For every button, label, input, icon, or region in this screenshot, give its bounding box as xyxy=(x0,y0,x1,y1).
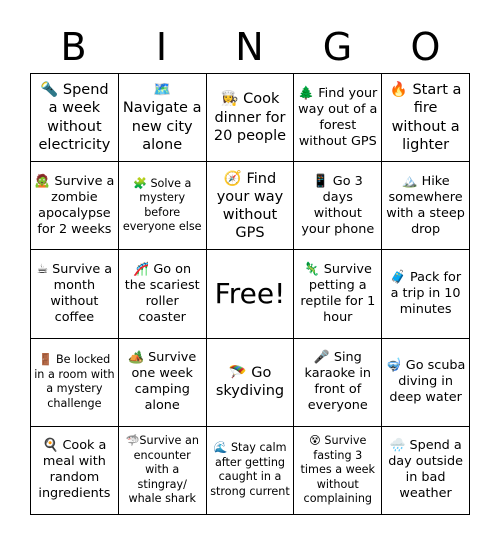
bingo-cell-12[interactable] xyxy=(119,250,207,338)
header-letter-b: B xyxy=(60,25,88,69)
free-space-cell[interactable] xyxy=(207,250,295,338)
bingo-cell-16[interactable] xyxy=(31,339,119,427)
bingo-cell-18[interactable] xyxy=(207,339,295,427)
cell-text: 🗺️ Navigate a new city alone xyxy=(122,82,202,153)
cell-text: 🧭 Find your way without GPS xyxy=(216,170,284,241)
bingo-cell-24[interactable] xyxy=(294,427,382,515)
bingo-cell-9[interactable] xyxy=(294,162,382,250)
cell-text: ☕ Survive a month without coffee xyxy=(36,262,113,325)
bingo-cell-3[interactable] xyxy=(207,74,295,162)
header-letter-g: G xyxy=(322,25,354,69)
cell-text: 👩‍🍳 Cook dinner for 20 people xyxy=(213,91,287,144)
cell-text: 🏕️ Survive one week camping alone xyxy=(128,350,197,414)
bingo-cell-17[interactable] xyxy=(119,339,207,427)
bingo-cell-14[interactable] xyxy=(294,250,382,338)
cell-text: 🔥 Start a fire without a lighter xyxy=(389,82,462,153)
bingo-cell-22[interactable] xyxy=(119,427,207,515)
cell-text: 🌧️ Spend a day outside in bad weather xyxy=(388,438,463,502)
cell-text: 🔦 Spend a week without electricity xyxy=(38,82,111,153)
cell-text: 🌊 Stay calm after getting caught in a strong current xyxy=(210,441,290,498)
cell-text: 🤿 Go scuba diving in deep water xyxy=(385,358,466,406)
header-letter-i: I xyxy=(155,25,169,69)
header-letter-n: N xyxy=(235,25,265,69)
cell-text: 🌲 Find your way out of a forest without GPS xyxy=(298,85,378,149)
cell-text: 🧟 Survive a zombie apocalypse for 2 weeks xyxy=(34,173,115,237)
bingo-cell-10[interactable] xyxy=(382,162,470,250)
bingo-cell-4[interactable] xyxy=(294,74,382,162)
bingo-cell-20[interactable] xyxy=(382,339,470,427)
cell-text: 🪂 Go skydiving xyxy=(215,365,285,400)
bingo-cell-6[interactable] xyxy=(31,162,119,250)
bingo-cell-19[interactable] xyxy=(294,339,382,427)
bingo-cell-7[interactable] xyxy=(119,162,207,250)
cell-text: 🚪 Be locked in a room with a mystery challenge xyxy=(34,353,115,410)
bingo-cell-21[interactable] xyxy=(31,427,119,515)
cell-text: 🍳 Cook a meal with random ingredients xyxy=(38,438,111,502)
bingo-cell-8[interactable] xyxy=(207,162,295,250)
bingo-grid xyxy=(30,73,470,515)
cell-text: 🦎 Survive petting a reptile for 1 hour xyxy=(300,262,376,325)
cell-text: 📱 Go 3 days without your phone xyxy=(301,173,375,237)
cell-text: 🦈Survive an encounter with a stingray/ whale shark xyxy=(125,433,199,506)
free-space-text: Free! xyxy=(214,277,286,311)
cell-text: 🎢 Go on the scariest roller coaster xyxy=(124,262,200,325)
bingo-cell-5[interactable] xyxy=(382,74,470,162)
bingo-cell-2[interactable] xyxy=(119,74,207,162)
cell-text: 🏔️ Hike somewhere with a steep drop xyxy=(386,173,465,237)
bingo-header xyxy=(30,22,470,72)
bingo-cell-1[interactable] xyxy=(31,74,119,162)
header-letter-o: O xyxy=(410,25,442,69)
bingo-cell-23[interactable] xyxy=(207,427,295,515)
bingo-cell-11[interactable] xyxy=(31,250,119,338)
cell-text: 🧳 Pack for a trip in 10 minutes xyxy=(390,270,462,317)
cell-text: 😵 Survive fasting 3 times a week without complaining xyxy=(300,433,376,506)
bingo-cell-15[interactable] xyxy=(382,250,470,338)
bingo-cell-25[interactable] xyxy=(382,427,470,515)
cell-text: 🎤 Sing karaoke in front of everyone xyxy=(304,350,372,414)
cell-text: 🧩 Solve a mystery before everyone else xyxy=(122,176,202,234)
